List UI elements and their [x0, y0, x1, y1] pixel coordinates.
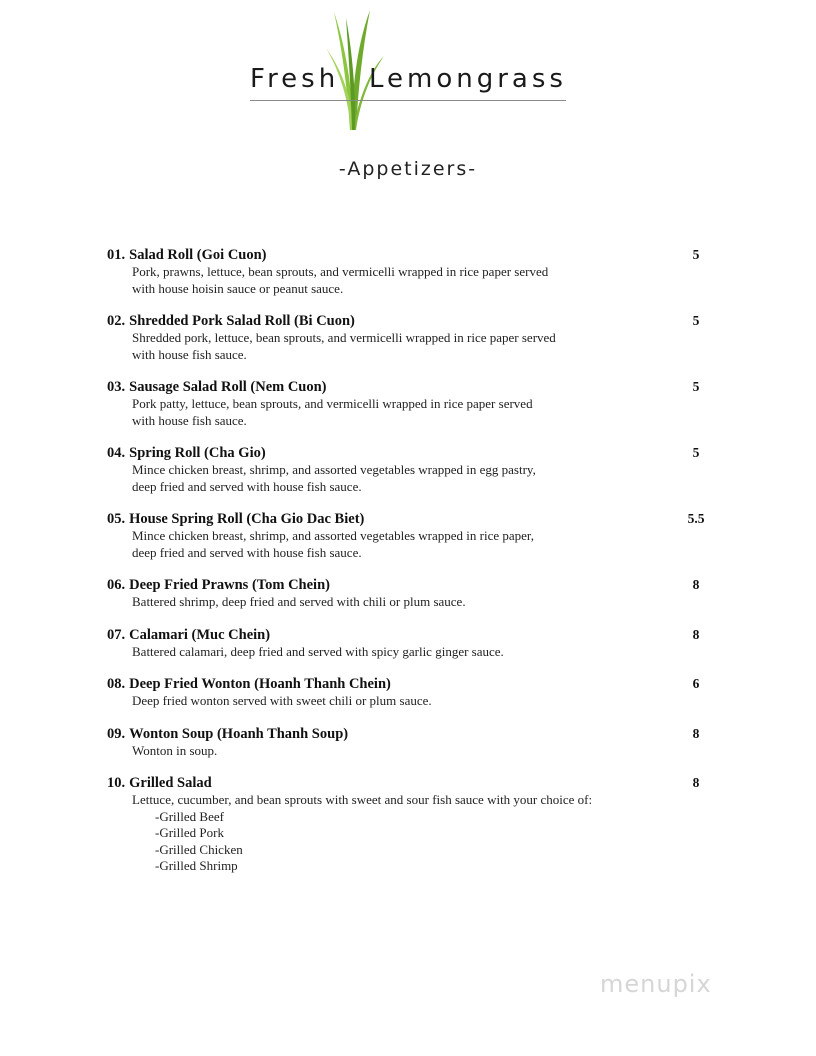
- menu-item-number: 09.: [107, 725, 126, 742]
- description-line: Deep fried wonton served with sweet chili or plum sauce.: [132, 693, 432, 708]
- menu-item-price: 5: [692, 313, 700, 328]
- menu-item-description: [132, 528, 642, 561]
- menu-item-description: [132, 594, 642, 611]
- menu-item-price: 5: [692, 247, 700, 262]
- menu-item-name: Wonton Soup (Hoanh Thanh Soup): [129, 725, 349, 742]
- menu-item: [107, 247, 707, 297]
- menu-item-price: 8: [692, 775, 700, 790]
- description-line: Mince chicken breast, shrimp, and assorted vegetables wrapped in egg pastry,: [132, 462, 536, 477]
- menu-item-description: [132, 396, 642, 429]
- menu-item-description: [132, 743, 642, 760]
- menu-item-number: 07.: [107, 626, 126, 643]
- menu-item-number: 02.: [107, 313, 126, 329]
- description-line: deep fried and served with house fish sauce.: [132, 478, 362, 494]
- menu-item-name: Grilled Salad: [129, 775, 212, 791]
- menu-item-price: 5: [692, 445, 700, 460]
- menu-item-number: 08.: [107, 676, 126, 692]
- option-line: -Grilled Chicken: [155, 841, 243, 857]
- menu-item-number: 05.: [107, 511, 126, 527]
- menu-list: [107, 247, 707, 891]
- menu-item-name: Sausage Salad Roll (Nem Cuon): [129, 379, 327, 395]
- menu-item-number: 06.: [107, 577, 126, 593]
- menu-item-price: 8: [692, 725, 700, 741]
- option-line: -Grilled Beef: [155, 808, 224, 824]
- menu-item: [107, 627, 707, 661]
- menu-item-description: [132, 330, 642, 363]
- menu-item: [107, 676, 707, 710]
- brand-underline: [250, 100, 566, 101]
- menu-item-name: Deep Fried Wonton (Hoanh Thanh Chein): [129, 676, 391, 692]
- menu-item-price: 6: [692, 676, 700, 691]
- menu-item: [107, 511, 707, 561]
- menu-item-price: 5: [692, 379, 700, 394]
- description-line: Pork, prawns, lettuce, bean sprouts, and vermicelli wrapped in rice paper served: [132, 264, 549, 279]
- description-line: Battered calamari, deep fried and served with spicy garlic ginger sauce.: [132, 643, 504, 659]
- description-line: Shredded pork, lettuce, bean sprouts, and vermicelli wrapped in rice paper served: [132, 330, 556, 345]
- menu-item-number: 10.: [107, 775, 126, 791]
- menu-item-heading: [107, 379, 707, 396]
- menu-item: [107, 379, 707, 429]
- description-line: with house fish sauce.: [132, 346, 247, 362]
- menu-item-heading: [107, 313, 707, 330]
- menu-item-number: 01.: [107, 247, 126, 263]
- description-line: Pork patty, lettuce, bean sprouts, and vermicelli wrapped in rice paper served: [132, 396, 533, 411]
- menu-item-description: [132, 693, 642, 710]
- menu-item-heading: [107, 676, 707, 693]
- menu-item: [107, 775, 707, 875]
- menu-item-price: 5.5: [687, 511, 705, 526]
- menu-item-heading: [107, 627, 707, 644]
- description-line: deep fried and served with house fish sauce.: [132, 544, 362, 560]
- menu-item-description: [132, 462, 642, 495]
- option-line: -Grilled Shrimp: [155, 858, 238, 873]
- menu-item: [107, 577, 707, 611]
- menu-item-name: Salad Roll (Goi Cuon): [129, 247, 267, 263]
- menu-item-name: Shredded Pork Salad Roll (Bi Cuon): [129, 313, 355, 329]
- menu-item-heading: [107, 577, 707, 594]
- watermark: menupix: [600, 970, 712, 998]
- description-line: Mince chicken breast, shrimp, and assorted vegetables wrapped in rice paper,: [132, 528, 534, 543]
- brand-word-lemongrass: Lemongrass: [369, 64, 567, 94]
- menu-item-name: Deep Fried Prawns (Tom Chein): [129, 577, 330, 593]
- menu-item: [107, 726, 707, 760]
- menu-item-heading: [107, 726, 707, 743]
- menu-item-heading: [107, 775, 707, 792]
- menu-item-description: [132, 644, 642, 661]
- menu-item-name: Spring Roll (Cha Gio): [129, 445, 266, 461]
- menu-item-price: 8: [692, 577, 700, 592]
- menu-item-name: Calamari (Muc Chein): [129, 626, 271, 643]
- menu-item-options: [155, 809, 707, 875]
- option-line: -Grilled Pork: [155, 825, 224, 840]
- description-line: Lettuce, cucumber, and bean sprouts with sweet and sour fish sauce with your choice of:: [132, 792, 593, 807]
- description-line: Wonton in soup.: [132, 742, 218, 758]
- menu-item-number: 04.: [107, 445, 126, 461]
- brand-word-fresh: Fresh: [250, 64, 340, 94]
- menu-item-heading: [107, 511, 707, 528]
- menu-item: [107, 313, 707, 363]
- menu-item: [107, 445, 707, 495]
- menu-item-price: 8: [692, 626, 700, 642]
- menu-item-number: 03.: [107, 379, 126, 395]
- section-title: -Appetizers-: [338, 158, 478, 180]
- menu-item-name: House Spring Roll (Cha Gio Dac Biet): [129, 511, 365, 527]
- description-line: with house hoisin sauce or peanut sauce.: [132, 280, 344, 296]
- description-line: Battered shrimp, deep fried and served with chili or plum sauce.: [132, 594, 466, 609]
- menu-item-description: [132, 264, 642, 297]
- menu-item-description: [132, 792, 692, 809]
- menu-item-heading: [107, 247, 707, 264]
- logo: [0, 0, 816, 140]
- menu-item-heading: [107, 445, 707, 462]
- description-line: with house fish sauce.: [132, 412, 247, 428]
